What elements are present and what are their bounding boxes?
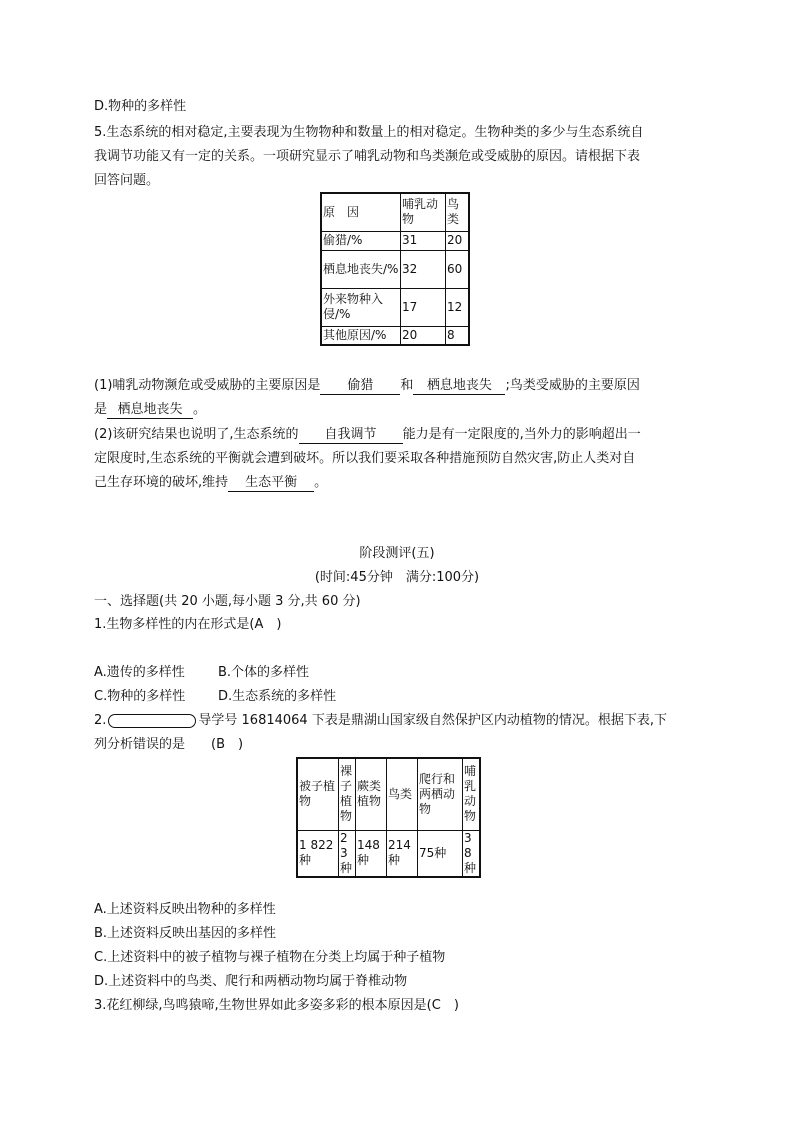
part-heading: 一、选择题(共 20 小题,每小题 3 分,共 60 分) — [94, 594, 361, 609]
guide-number-box — [108, 714, 196, 728]
q2-stem-line2: 列分析错误的是 (B ) — [94, 737, 244, 752]
table-cell: 12 — [446, 288, 470, 326]
table-header-cell: 哺乳动物 — [401, 193, 446, 231]
answer-blank: 自我调节 — [299, 427, 403, 444]
q5-sub1-suffix: ;鸟类受威胁的主要原因 — [505, 378, 640, 393]
table-header-cell: 裸子植物 — [339, 758, 356, 830]
table-header-row — [321, 193, 469, 231]
q1-stem: 1.生物多样性的内在形式是(A ) — [94, 617, 282, 632]
section-subtitle: (时间:45分钟 满分:100分) — [314, 570, 480, 585]
table-cell: 20 — [446, 231, 470, 250]
table-header-cell: 鸟类 — [446, 193, 470, 231]
q5-sub2-line1 — [94, 427, 641, 444]
table-cell: 75种 — [418, 830, 463, 877]
q2-option-d: D.上述资料中的鸟类、爬行和两栖动物均属于脊椎动物 — [94, 974, 408, 989]
table-header-cell: 被子植物 — [297, 758, 339, 830]
q5-sub1-line1 — [94, 378, 640, 395]
answer-blank: 生态平衡 — [228, 475, 314, 492]
q5-sub2-line3-prefix: 己生存环境的破坏,维持 — [94, 475, 229, 490]
table-cell: 32 — [401, 250, 446, 288]
table-cell: 外来物种入侵/% — [321, 288, 401, 326]
q5-sub2-line3 — [94, 475, 327, 492]
q1-option-a: A.遗传的多样性 — [94, 665, 185, 680]
table-header-cell: 爬行和两栖动物 — [418, 758, 463, 830]
q1-option-b: B.个体的多样性 — [218, 665, 310, 680]
q5-sub2-prefix: (2)该研究结果也说明了,生态系统的 — [94, 427, 299, 442]
q2-stem-line1 — [94, 713, 667, 729]
table-cell: 栖息地丧失/% — [321, 250, 401, 288]
answer-blank: 栖息地丧失 — [107, 402, 193, 419]
q2-stem-rest: 导学号 16814064 下表是鼎湖山国家级自然保护区内动植物的情况。根据下表,下 — [198, 713, 667, 728]
section-title: 阶段测评(五) — [359, 546, 435, 561]
table-cell: 148种 — [356, 830, 387, 877]
q1-option-d: D.生态系统的多样性 — [218, 689, 337, 704]
q5-sub2-line2: 定限度时,生态系统的平衡就会遭到破坏。所以我们要采取各种措施预防自然灾害,防止人类对自 — [94, 451, 636, 466]
answer-blank: 栖息地丧失 — [413, 378, 505, 395]
table-cell: 214种 — [387, 830, 418, 877]
q5-sub1-line2-prefix: 是 — [94, 402, 108, 417]
q2-option-c: C.上述资料中的被子植物与裸子植物在分类上均属于种子植物 — [94, 950, 446, 965]
table-header-cell: 蕨类植物 — [356, 758, 387, 830]
table-row — [321, 231, 469, 250]
q5-sub2-line3-suffix: 。 — [314, 475, 328, 490]
table-cell: 23种 — [339, 830, 356, 877]
table-cell: 20 — [401, 326, 446, 345]
q3-stem: 3.花红柳绿,鸟鸣猿啼,生物世界如此多姿多彩的根本原因是(C ) — [94, 998, 459, 1013]
q5-sub2-suffix: 能力是有一定限度的,当外力的影响超出一 — [402, 427, 641, 442]
table-row — [297, 830, 480, 877]
q1-option-c: C.物种的多样性 — [94, 689, 186, 704]
table-cell: 8 — [446, 326, 470, 345]
table-header-row — [297, 758, 480, 830]
answer-blank: 偷猎 — [320, 378, 400, 395]
q5-sub1-line2 — [94, 402, 206, 419]
table-cell: 偷猎/% — [321, 231, 401, 250]
table-row — [321, 250, 469, 288]
table-row — [321, 326, 469, 345]
table-cell: 17 — [401, 288, 446, 326]
q5-sub1-mid: 和 — [400, 378, 414, 393]
q5-sub1-line2-suffix: 。 — [193, 402, 207, 417]
q5-sub1-prefix: (1)哺乳动物濒危或受威胁的主要原因是 — [94, 378, 321, 393]
q4-option-d: D.物种的多样性 — [94, 99, 187, 114]
q1-options-row2 — [94, 689, 336, 705]
table-row — [321, 288, 469, 326]
q2-option-a: A.上述资料反映出物种的多样性 — [94, 902, 276, 917]
q2-number: 2. — [94, 713, 107, 728]
table-cell: 其他原因/% — [321, 326, 401, 345]
table-cell: 1 822种 — [297, 830, 339, 877]
q5-stem-line1: 5.生态系统的相对稳定,主要表现为生物物种和数量上的相对稳定。生物种类的多少与生态系统自 — [94, 125, 644, 140]
q1-options-row1 — [94, 665, 309, 681]
q5-stem-line2: 我调节功能又有一定的关系。一项研究显示了哺乳动物和鸟类濒危或受威胁的原因。请根据下表 — [94, 149, 641, 164]
table-header-cell: 原 因 — [321, 193, 401, 231]
table-cell: 31 — [401, 231, 446, 250]
table-cell: 60 — [446, 250, 470, 288]
q5-stem-line3: 回答问题。 — [94, 173, 160, 188]
species-count-table — [296, 757, 481, 878]
table-header-cell: 鸟类 — [387, 758, 418, 830]
q2-option-b: B.上述资料反映出基因的多样性 — [94, 926, 277, 941]
table-cell: 38种 — [463, 830, 481, 877]
threat-causes-table — [320, 192, 470, 346]
table-header-cell: 哺乳动物 — [463, 758, 481, 830]
